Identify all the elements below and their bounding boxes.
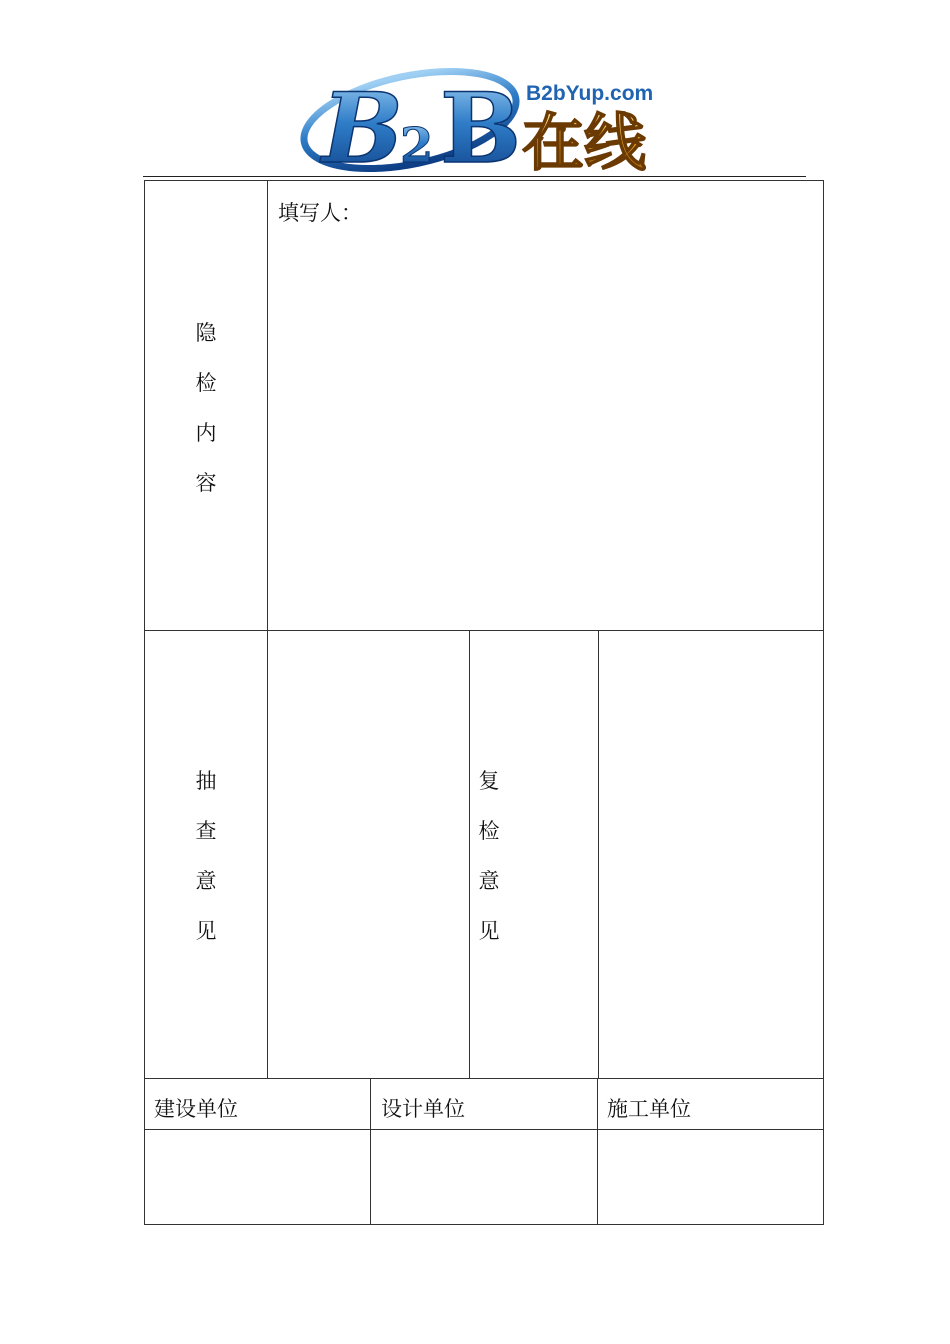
filler-label: 填写人：: [278, 201, 362, 225]
row-divider-2: [145, 1078, 823, 1079]
re-inspection-label: [474, 756, 504, 956]
b2b-logo: [290, 62, 660, 174]
logo-mark-b1: B: [322, 72, 404, 174]
label-char: 见: [478, 919, 500, 943]
construction-owner-unit-label: 建设单位: [154, 1097, 238, 1121]
logo-mark-cn: 在线: [522, 106, 647, 174]
label-char: 意: [195, 869, 217, 893]
design-signature-area[interactable]: [371, 1130, 597, 1224]
hidden-inspection-label: [191, 308, 221, 508]
col-divider-recheck-left: [469, 630, 470, 1078]
contractor-signature-area[interactable]: [598, 1130, 823, 1224]
spot-check-label: [191, 756, 221, 956]
construction-owner-signature-area[interactable]: [145, 1130, 370, 1224]
label-char: 复: [478, 769, 500, 793]
inspection-form: [144, 180, 824, 1225]
label-char: 检: [478, 819, 500, 843]
header-rule: [143, 176, 806, 177]
label-char: 意: [478, 869, 500, 893]
label-char: 隐: [195, 321, 217, 345]
label-char: 容: [195, 471, 217, 495]
label-char: 见: [195, 919, 217, 943]
design-unit-label: 设计单位: [381, 1097, 465, 1121]
label-char: 查: [195, 819, 217, 843]
logo-domain-text: B2bYup.com: [526, 82, 654, 105]
label-char: 检: [195, 371, 217, 395]
label-char: 内: [195, 421, 217, 445]
contractor-unit-label: 施工单位: [607, 1097, 691, 1121]
logo-mark-b2: B: [440, 72, 522, 174]
spot-check-content-area[interactable]: [268, 631, 469, 1078]
b2b-logo-graphic: [290, 62, 660, 174]
re-inspection-content-area[interactable]: [599, 631, 823, 1078]
hidden-inspection-content-area[interactable]: [268, 231, 823, 629]
logo-mark-2: 2: [400, 118, 434, 174]
label-char: 抽: [195, 769, 217, 793]
